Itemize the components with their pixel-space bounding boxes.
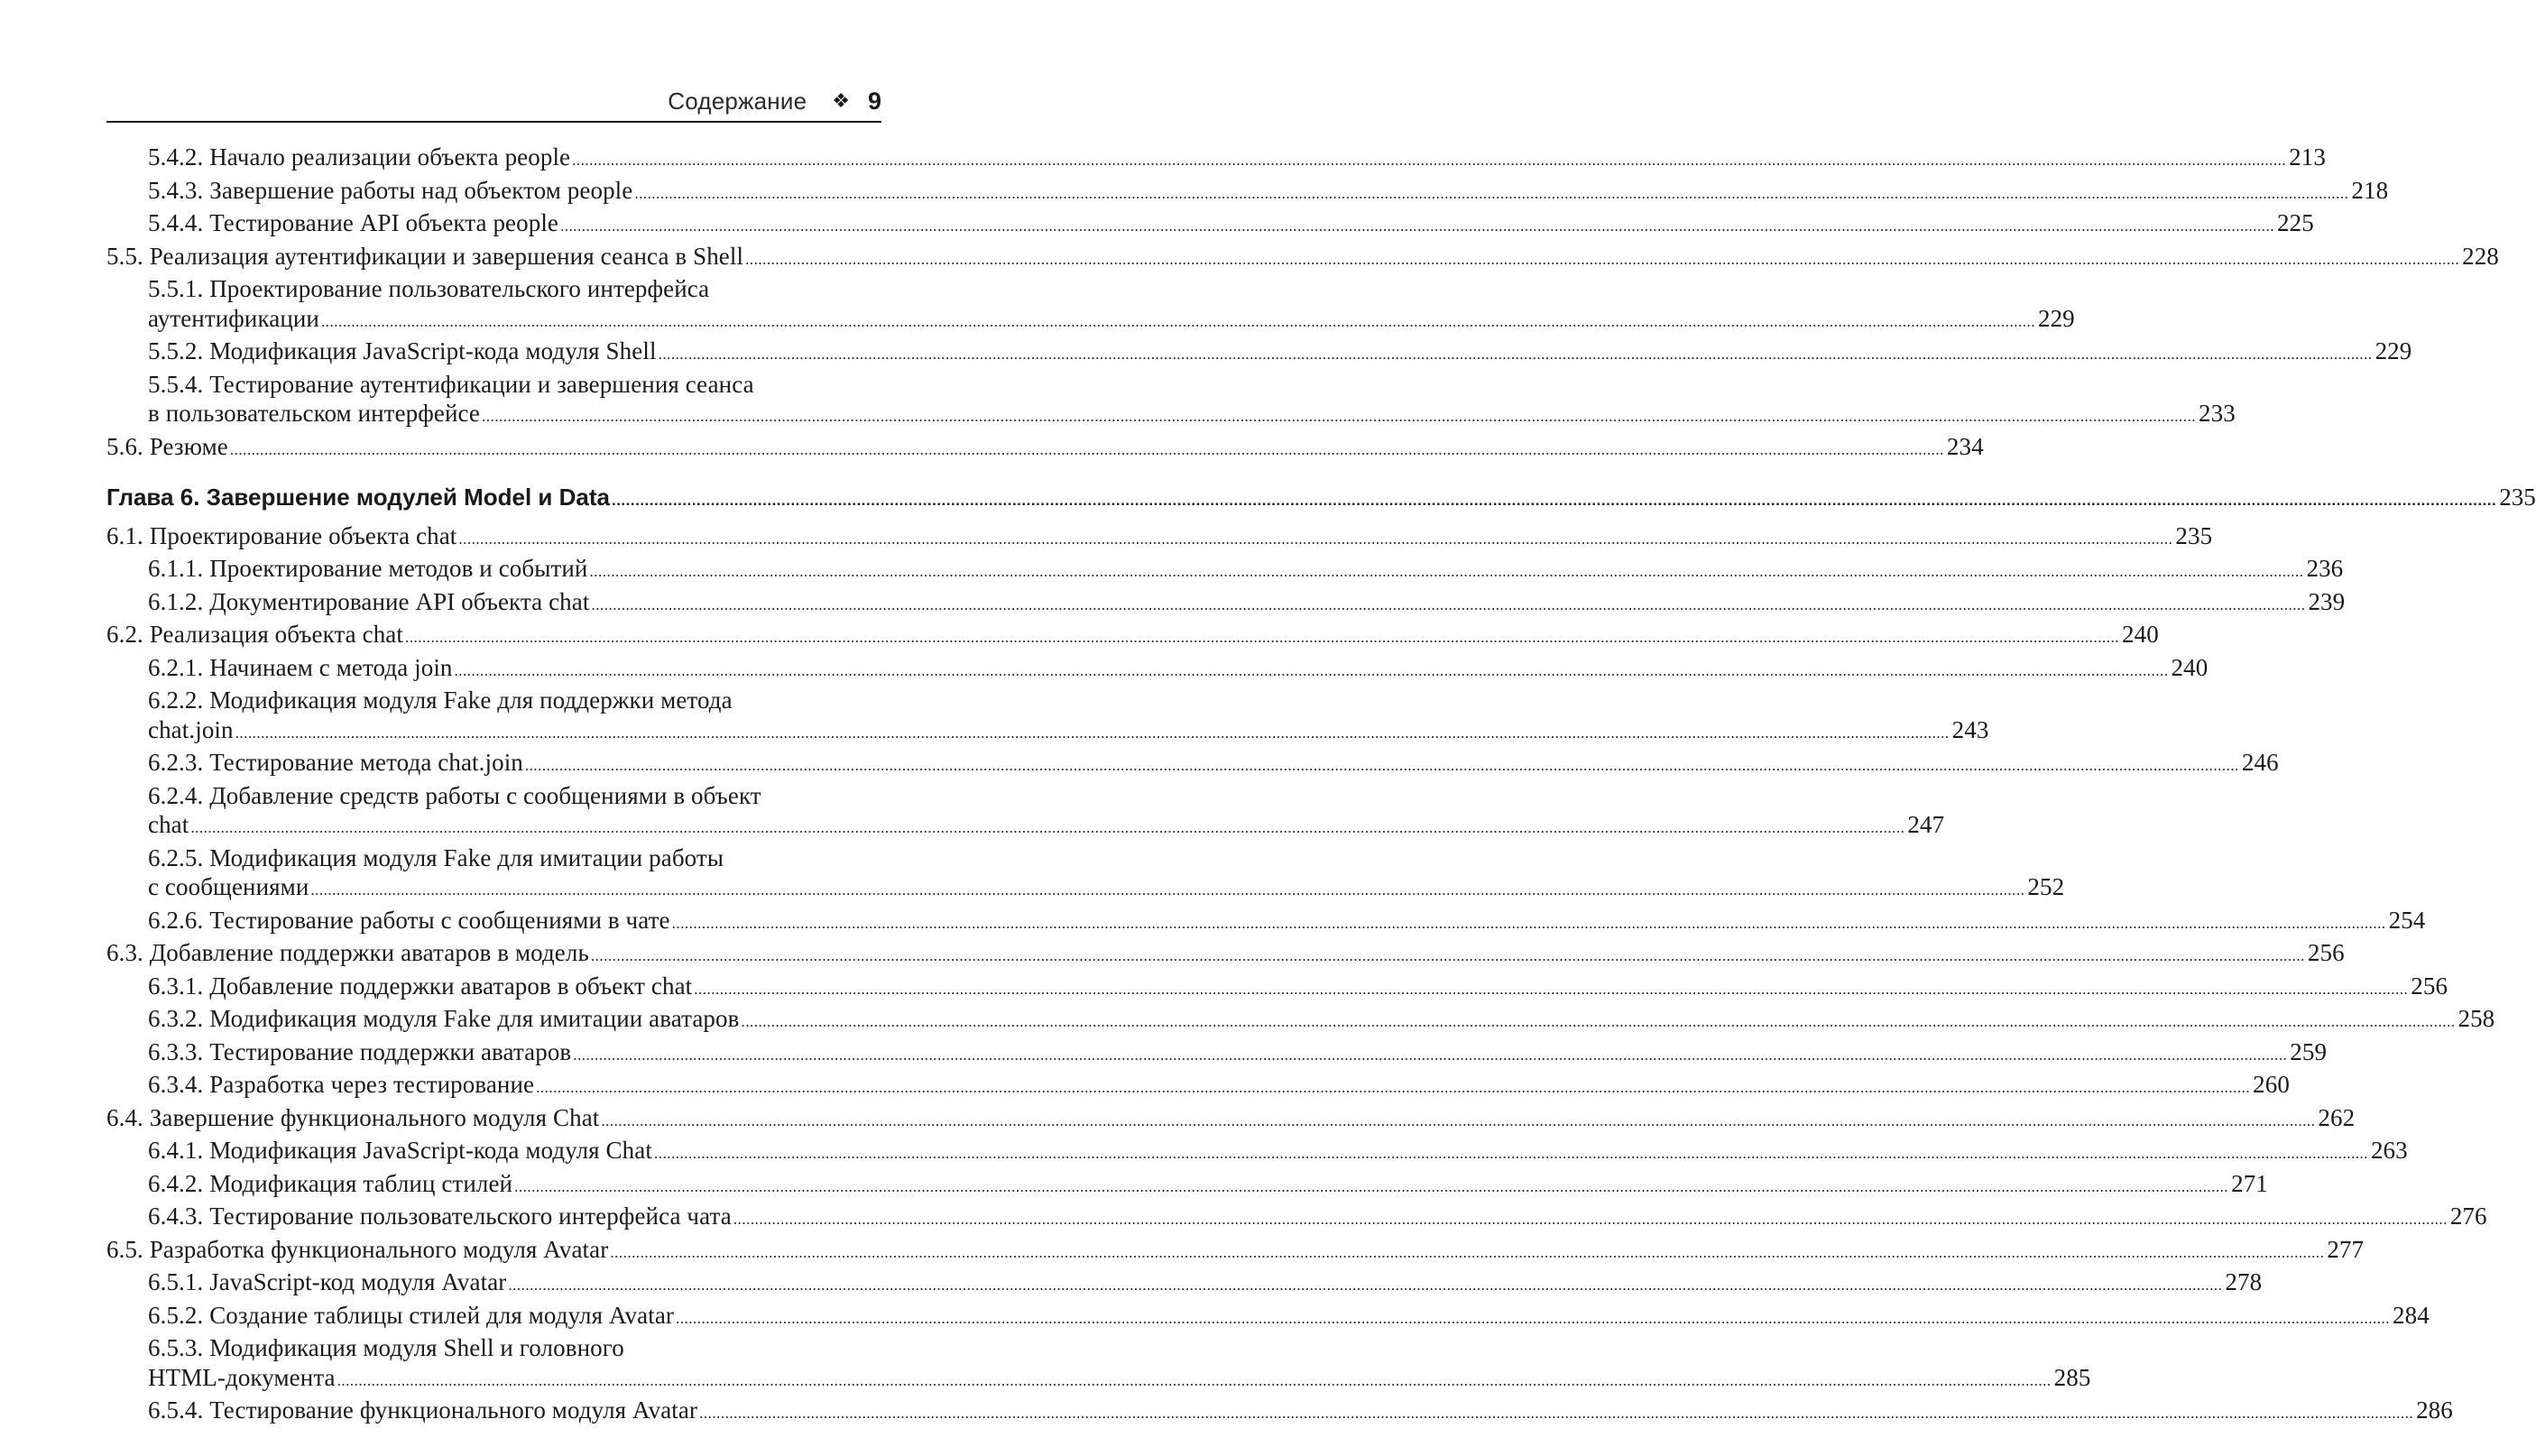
toc-entry-title-line: 6.2.4. Добавление средств работы с сообщениями в объект <box>148 781 761 809</box>
dot-leader: ................................................................................................................................................................................................................................................................................................................................................................................................................ <box>694 980 2409 998</box>
dot-leader: ................................................................................................................................................................................................................................................................................................................................................................................................................ <box>601 1111 2316 1129</box>
toc-entry-title: 6.1.1. Проектирование методов и событий <box>148 555 588 582</box>
toc-entry <box>106 1267 2263 1301</box>
toc-entry-title: 6.2.6. Тестирование работы с сообщениями в чате <box>148 906 670 934</box>
toc-entry-row <box>148 587 2346 621</box>
toc-entry-title: 6.2.1. Начинаем с метода join <box>148 653 453 681</box>
toc-entry <box>106 620 2159 653</box>
toc-entry-page: 235 <box>2499 484 2536 511</box>
toc-entry-row <box>148 1037 2328 1071</box>
toc-entry-title: в пользовательском интерфейсе <box>148 400 480 427</box>
ornament-icon: ❖ <box>832 89 850 113</box>
toc-entry-row <box>106 242 2499 275</box>
toc-entry-page: 246 <box>2241 749 2279 776</box>
toc-entry-page: 260 <box>2253 1071 2290 1098</box>
dot-leader: ................................................................................................................................................................................................................................................................................................................................................................................................................ <box>405 629 2119 646</box>
toc-entry-row <box>148 1136 2408 1169</box>
toc-entry-row <box>148 748 2279 781</box>
running-header <box>106 83 881 123</box>
dot-leader: ................................................................................................................................................................................................................................................................................................................................................................................................................ <box>235 723 1950 742</box>
toc-entry-title: 6.5.1. JavaScript-код модуля Avatar <box>148 1268 507 1295</box>
toc-entry-row <box>148 906 2426 939</box>
toc-entry-page: 228 <box>2462 242 2499 270</box>
toc-entry-title-line: 5.5.1. Проектирование пользовательского интерфейса <box>148 275 710 302</box>
toc-entry-row <box>148 399 2236 432</box>
toc-entry-title-line: 6.5.3. Модификация модуля Shell и головного <box>148 1334 624 1361</box>
dot-leader: ................................................................................................................................................................................................................................................................................................................................................................................................................ <box>524 757 2239 774</box>
toc-entry <box>106 1169 2268 1203</box>
toc-entry-title: 6.2.3. Тестирование метода chat.join <box>148 749 523 776</box>
toc-entry <box>106 1301 2430 1334</box>
dot-leader: ................................................................................................................................................................................................................................................................................................................................................................................................................ <box>458 530 2173 548</box>
toc-entry <box>106 143 2326 176</box>
toc-entry-page: 286 <box>2416 1396 2453 1424</box>
dot-leader: ................................................................................................................................................................................................................................................................................................................................................................................................................ <box>733 1211 2448 1228</box>
dot-leader: ................................................................................................................................................................................................................................................................................................................................................................................................................ <box>658 346 2373 363</box>
toc-entry-title: 6.3.3. Тестирование поддержки аватаров <box>148 1037 572 1065</box>
toc-entry-title: 6.1. Проектирование объекта chat <box>106 521 457 549</box>
dot-leader: ................................................................................................................................................................................................................................................................................................................................................................................................................ <box>699 1405 2414 1422</box>
toc-entry-title: Глава 6. Завершение модулей Model и Data <box>106 484 610 511</box>
dot-leader: ................................................................................................................................................................................................................................................................................................................................................................................................................ <box>573 1046 2288 1064</box>
toc-entry-page: 243 <box>1951 715 1989 743</box>
toc-entry-page: 256 <box>2307 939 2345 966</box>
dot-leader: ................................................................................................................................................................................................................................................................................................................................................................................................................ <box>741 1013 2456 1030</box>
toc-entry <box>106 242 2499 275</box>
dot-leader: ................................................................................................................................................................................................................................................................................................................................................................................................................ <box>572 152 2287 169</box>
toc-entry-title-line: 6.2.5. Модификация модуля Fake для имитации работы <box>148 843 724 871</box>
toc-entry-page: 233 <box>2199 400 2236 427</box>
toc-entry-title: 6.5.4. Тестирование функционального модуля Avatar <box>148 1396 698 1424</box>
toc-entry-page: 218 <box>2351 176 2389 204</box>
toc-entry-page: 262 <box>2318 1103 2356 1131</box>
toc-entry <box>106 208 2314 242</box>
toc-entry <box>106 521 2213 555</box>
toc-entry-row <box>148 336 2412 370</box>
toc-entry-page: 284 <box>2393 1301 2430 1329</box>
toc-entry-title: 6.3.2. Модификация модуля Fake для имитации аватаров <box>148 1005 740 1032</box>
toc-entry-row <box>106 432 1984 465</box>
toc-entry-page: 285 <box>2053 1363 2091 1391</box>
toc-entry <box>106 1202 2487 1235</box>
toc-entry <box>106 370 2236 432</box>
toc-entry <box>106 938 2345 972</box>
toc-entry-page: 252 <box>2027 873 2065 900</box>
toc-entry-title: 6.4.3. Тестирование пользовательского интерфейса чата <box>148 1203 732 1230</box>
toc-entry <box>106 748 2279 781</box>
toc-entry-page: 263 <box>2370 1137 2408 1164</box>
toc-entry-row <box>148 872 2065 906</box>
dot-leader: ................................................................................................................................................................................................................................................................................................................................................................................................................ <box>589 563 2304 580</box>
toc-chapter <box>106 483 2536 516</box>
toc-entry-row <box>148 304 2075 337</box>
toc-entry-title: 6.3.4. Разработка через тестирование <box>148 1071 535 1098</box>
toc-entry-row <box>106 483 2536 516</box>
toc-entry-row <box>148 1004 2495 1037</box>
toc-entry <box>106 587 2346 621</box>
toc-entry-title: 5.4.2. Начало реализации объекта people <box>148 143 571 170</box>
header-inner <box>668 83 881 119</box>
toc-entry-page: 229 <box>2037 304 2075 332</box>
toc-entry-row <box>106 1103 2356 1137</box>
toc-entry-row <box>148 554 2344 587</box>
toc-entry-title-line: 5.5.4. Тестирование аутентификации и завершения сеанса <box>148 370 754 398</box>
dot-leader: ................................................................................................................................................................................................................................................................................................................................................................................................................ <box>611 492 2497 509</box>
toc-entry <box>106 336 2412 370</box>
dot-leader: ................................................................................................................................................................................................................................................................................................................................................................................................................ <box>560 217 2275 235</box>
dot-leader: ................................................................................................................................................................................................................................................................................................................................................................................................................ <box>229 440 1944 458</box>
toc-entry-page: 235 <box>2175 521 2213 549</box>
toc-entry-page: 234 <box>1946 432 1984 460</box>
toc-entry <box>106 1396 2453 1429</box>
toc-entry-title: 6.5.2. Создание таблицы стилей для модуля Avatar <box>148 1301 675 1329</box>
toc-entry <box>106 653 2209 687</box>
toc-entry-title: chat <box>148 811 189 838</box>
toc-entry <box>106 1037 2328 1071</box>
toc-entry-row <box>148 1267 2263 1301</box>
toc-entry <box>106 432 1984 465</box>
toc-entry-row <box>106 521 2213 555</box>
toc-entry-row <box>148 715 1989 749</box>
toc-entry-row <box>148 972 2448 1005</box>
toc-entry <box>106 1136 2408 1169</box>
toc-entry-title: 5.4.4. Тестирование API объекта people <box>148 209 559 236</box>
dot-leader: ................................................................................................................................................................................................................................................................................................................................................................................................................ <box>536 1079 2251 1096</box>
toc-entry-row <box>148 1070 2290 1103</box>
toc-entry-page: 240 <box>2171 653 2209 681</box>
toc-entry-title: 5.5. Реализация аутентификации и завершения сеанса в Shell <box>106 242 744 270</box>
dot-leader: ................................................................................................................................................................................................................................................................................................................................................................................................................ <box>676 1309 2391 1327</box>
running-title: Содержание <box>668 87 807 115</box>
toc-entry-page: 258 <box>2458 1005 2495 1032</box>
toc-entry <box>106 176 2389 209</box>
toc-entry-row <box>148 1363 2091 1396</box>
toc-entry <box>106 686 1989 748</box>
table-of-contents <box>106 143 2536 1429</box>
toc-entry-title: 6.3. Добавление поддержки аватаров в модель <box>106 939 589 966</box>
toc-entry-title: 6.1.2. Документирование API объекта chat <box>148 587 590 615</box>
dot-leader: ................................................................................................................................................................................................................................................................................................................................................................................................................ <box>310 881 2025 898</box>
toc-entry-title: 5.5.2. Модификация JavaScript-кода модуля Shell <box>148 337 657 364</box>
toc-entry-row <box>148 1169 2268 1203</box>
toc-entry-page: 229 <box>2375 337 2412 364</box>
toc-entry-page: 254 <box>2388 906 2426 934</box>
toc-entry-title: 6.4.1. Модификация JavaScript-кода модуля Chat <box>148 1137 652 1164</box>
toc-entry-page: 259 <box>2290 1037 2328 1065</box>
toc-entry-row <box>148 810 1945 843</box>
dot-leader: ................................................................................................................................................................................................................................................................................................................................................................................................................ <box>745 250 2460 268</box>
toc-entry-page: 271 <box>2231 1169 2268 1197</box>
toc-entry-page: 240 <box>2122 621 2159 648</box>
toc-entry-row <box>148 208 2314 242</box>
toc-entry-row <box>106 1235 2365 1268</box>
dot-leader: ................................................................................................................................................................................................................................................................................................................................................................................................................ <box>610 1243 2325 1261</box>
dot-leader: ................................................................................................................................................................................................................................................................................................................................................................................................................ <box>653 1145 2368 1162</box>
toc-entry <box>106 1333 2091 1396</box>
toc-entry-title: 5.4.3. Завершение работы над объектом people <box>148 176 633 204</box>
dot-leader: ................................................................................................................................................................................................................................................................................................................................................................................................................ <box>508 1276 2223 1294</box>
toc-entry-row <box>148 176 2389 209</box>
toc-entry <box>106 274 2075 336</box>
toc-entry-title: 6.5. Разработка функционального модуля Avatar <box>106 1235 609 1263</box>
dot-leader: ................................................................................................................................................................................................................................................................................................................................................................................................................ <box>190 819 1905 836</box>
toc-entry-title: 6.4. Завершение функционального модуля Chat <box>106 1103 600 1131</box>
dot-leader: ................................................................................................................................................................................................................................................................................................................................................................................................................ <box>454 661 2169 679</box>
toc-entry-title: 5.6. Резюме <box>106 432 228 460</box>
toc-entry <box>106 906 2426 939</box>
toc-entry-page: 276 <box>2449 1203 2487 1230</box>
toc-entry <box>106 1235 2365 1268</box>
toc-entry-row <box>148 1301 2430 1334</box>
toc-entry <box>106 781 1945 843</box>
toc-entry-title: chat.join <box>148 715 234 743</box>
dot-leader: ................................................................................................................................................................................................................................................................................................................................................................................................................ <box>591 595 2306 613</box>
toc-entry-title: HTML-документа <box>148 1363 336 1391</box>
toc-entry-title: 6.2. Реализация объекта chat <box>106 621 403 648</box>
dot-leader: ................................................................................................................................................................................................................................................................................................................................................................................................................ <box>482 408 2196 425</box>
toc-entry <box>106 1070 2290 1103</box>
toc-entry <box>106 1103 2356 1137</box>
toc-entry-row <box>106 938 2345 972</box>
toc-entry-title-line: 6.2.2. Модификация модуля Fake для поддержки метода <box>148 687 733 714</box>
toc-entry-row <box>148 653 2209 687</box>
toc-entry-page: 277 <box>2327 1235 2365 1263</box>
dot-leader: ................................................................................................................................................................................................................................................................................................................................................................................................................ <box>337 1371 2052 1389</box>
dot-leader: ................................................................................................................................................................................................................................................................................................................................................................................................................ <box>320 312 2035 330</box>
toc-entry-page: 247 <box>1907 811 1945 838</box>
page-number: 9 <box>867 87 881 115</box>
toc-entry <box>106 1004 2495 1037</box>
dot-leader: ................................................................................................................................................................................................................................................................................................................................................................................................................ <box>671 914 2386 932</box>
dot-leader: ................................................................................................................................................................................................................................................................................................................................................................................................................ <box>634 184 2349 202</box>
toc-entry-title: 6.3.1. Добавление поддержки аватаров в объект chat <box>148 972 693 1000</box>
toc-entry-title: 6.4.2. Модификация таблиц стилей <box>148 1169 513 1197</box>
toc-entry-page: 256 <box>2411 972 2448 1000</box>
toc-entry-row <box>148 1396 2453 1429</box>
toc-entry-page: 225 <box>2277 209 2314 236</box>
toc-entry-page: 239 <box>2308 587 2346 615</box>
toc-entry-page: 213 <box>2289 143 2326 170</box>
dot-leader: ................................................................................................................................................................................................................................................................................................................................................................................................................ <box>590 947 2305 964</box>
toc-entry-page: 236 <box>2306 555 2344 582</box>
toc-entry <box>106 554 2344 587</box>
toc-entry <box>106 972 2448 1005</box>
toc-entry-title: с сообщениями <box>148 873 309 900</box>
toc-entry <box>106 843 2065 906</box>
toc-entry-page: 278 <box>2225 1268 2263 1295</box>
toc-entry-row <box>148 1202 2487 1235</box>
dot-leader: ................................................................................................................................................................................................................................................................................................................................................................................................................ <box>514 1177 2229 1195</box>
toc-entry-row <box>148 143 2326 176</box>
toc-entry-row <box>106 620 2159 653</box>
toc-entry-title: аутентификации <box>148 304 319 332</box>
